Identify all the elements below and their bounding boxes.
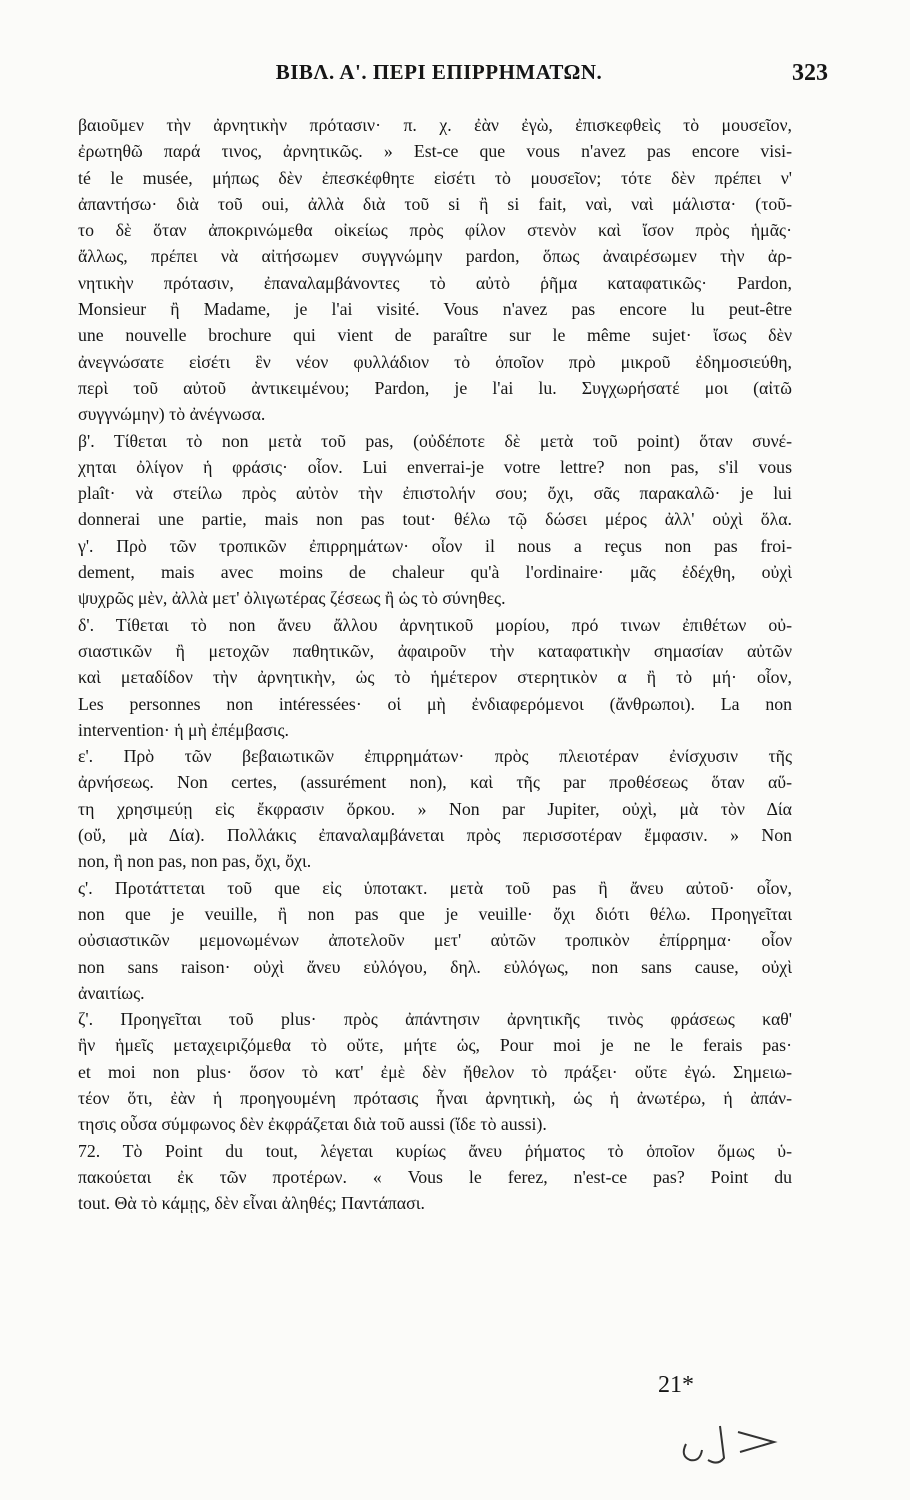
signature-mark: 21* [658, 1372, 694, 1398]
text-line: τη χρησιμεύῃ εἰς ἔκφρασιν ὅρκου. » Non par Jupiter, οὐχὶ, μὰ τὸν Δία [78, 798, 792, 819]
text-line: donnerai une partie, mais non pas tout· θέλω τῷ δώσει μέρος ἀλλ' οὐχὶ ὅλα. [78, 509, 792, 530]
text-line: συγγνώμην) τὸ ἀνέγνωσα. [78, 404, 266, 425]
text-line: ἀναιτίως. [78, 982, 145, 1003]
paragraph-b: β'. Τίθεται τὸ non μετὰ τοῦ pas, (οὐδέποτε δὲ μετὰ τοῦ point) ὅταν συνέ- [78, 430, 792, 451]
text-line: té le musée, μήπως δὲν ἐπεσκέφθητε εἰσέτι τὸ μουσεῖον; τότε δὲν πρέπει ν' [78, 167, 792, 188]
paragraph-72: 72. Τὸ Point du tout, λέγεται κυρίως ἄνευ ῥήματος τὸ ὁποῖον ὅμως ὑ- [78, 1140, 792, 1161]
text-line: ἀνεγνώσατε εἰσέτι ἓν νέον φυλλάδιον τὸ ὁποῖον πρὸ μικροῦ ἐδημοσιεύθη, [78, 351, 792, 372]
text-line: ψυχρῶς μὲν, ἀλλὰ μετ' ὀλιγωτέρας ζέσεως ἢ ὡς τὸ σύνηθες. [78, 588, 506, 609]
text-line: βαιοῦμεν τὴν ἀρνητικὴν πρότασιν· π. χ. ἐὰν ἐγὼ, ἐπισκεφθεὶς τὸ μουσεῖον, [78, 115, 792, 135]
paragraph-d: δ'. Τίθεται τὸ non ἄνευ ἄλλου ἀρνητικοῦ μορίου, πρό τινων ἐπιθέτων οὐ- [78, 614, 792, 635]
text-line: νητικὴν πρότασιν, ἐπαναλαμβάνοντες τὸ αὐτὸ ῥῆμα καταφατικῶς· Pardon, [78, 272, 792, 293]
text-line: (οὔ, μὰ Δία). Πολλάκις ἐπαναλαμβάνεται πρὸς περισσοτέραν ἔμφασιν. » Non [78, 825, 792, 846]
text-line: χηται ὀλίγον ἡ φράσις· οἷον. Lui enverrai-je votre lettre? non pas, s'il vous [78, 456, 792, 477]
text-line: τησις οὖσα σύμφωνος δὲν ἐκφράζεται διὰ τοῦ aussi (ἴδε τὸ aussi). [78, 1114, 547, 1135]
running-head: ΒΙΒΛ. Α'. ΠΕΡΙ ΕΠΙΡΡΗΜΑΤΩΝ. [275, 60, 603, 84]
text-line: dement, mais avec moins de chaleur qu'à l'ordinaire· μᾶς ἐδέχθη, οὐχὶ [78, 562, 792, 583]
paragraph-g: ζ'. Προηγεῖται τοῦ plus· πρὸς ἀπάντησιν ἀρνητικῆς τινὸς φράσεως καθ' [78, 1009, 792, 1030]
text-line: et moi non plus· ὅσον τὸ κατ' ἐμὲ δὲν ἤθελον τὸ πράξει· οὔτε ἐγώ. Σημειω- [78, 1061, 792, 1082]
text-line: non, ἢ non pas, non pas, ὄχι, ὄχι. [78, 851, 312, 872]
paragraph-c: γ'. Πρὸ τῶν τροπικῶν ἐπιρρημάτων· οἷον il nous a reçus non pas froi- [78, 535, 792, 556]
text-line: ἀρνήσεως. Non certes, (assurément non), καὶ τῆς par προθέσεως ὅταν αὕ- [78, 772, 792, 793]
text-line: ἄλλως, πρέπει νὰ αἰτήσωμεν συγγνώμην pardon, ὅπως ἀναιρέσωμεν τὴν ἀρ- [78, 246, 792, 267]
text-line: πακούεται ἐκ τῶν προτέρων. « Vous le ferez, n'est-ce pas? Point du [78, 1166, 792, 1187]
body-text [78, 112, 792, 1216]
text-line: καὶ μεταδίδον τὴν ἀρνητικὴν, ὡς τὸ ἡμέτερον στερητικὸν α ἢ τὸ μή· οἷον, [78, 667, 792, 688]
text-line: το δὲ ὅταν ἀποκρινώμεθα οἰκείως πρὸς φίλον στενὸν καὶ ἴσον πρὸς ἡμᾶς· [78, 220, 792, 241]
text-line: plaît· νὰ στείλω πρὸς αὐτὸν τὴν ἐπιστολήν σου; ὄχι, σᾶς παρακαλῶ· je lui [78, 483, 792, 504]
text-line: περὶ τοῦ αὐτοῦ ἀντικειμένου; Pardon, je l'ai lu. Συγχωρήσατέ μοι (αἰτῶ [78, 377, 792, 398]
paragraph-e: ε'. Πρὸ τῶν βεβαιωτικῶν ἐπιρρημάτων· πρὸς πλειοτέραν ἐνίσχυσιν τῆς [78, 746, 792, 767]
text-line: οὐσιαστικῶν μεμονωμένων ἀποτελοῦν μετ' αὐτῶν τροπικὸν ἐπίρρημα· οἷον [78, 930, 792, 951]
text-line: non que je veuille, ἢ non pas que je veuille· ὄχι διότι θέλω. Προηγεῖται [78, 903, 792, 924]
text-line: non sans raison· οὐχὶ ἄνευ εὐλόγου, δηλ. εὐλόγως, non sans cause, οὐχὶ [78, 956, 792, 977]
text-line: tout. Θὰ τὸ κάμῃς, δὲν εἶναι ἀληθές; Παντάπασι. [78, 1193, 425, 1214]
page-header [78, 60, 828, 92]
text-line: Monsieur ἢ Madame, je l'ai visité. Vous n'avez pas encore lu peut-être [78, 299, 792, 320]
pen-scribble-mark [678, 1408, 788, 1468]
text-line: σιαστικῶν ἢ μετοχῶν παθητικῶν, ἀφαιροῦν τὴν καταφατικὴν σημασίαν αὐτῶν [78, 640, 792, 661]
text-line: Les personnes non intéressées· οἱ μὴ ἐνδιαφερόμενοι (ἄνθρωποι). La non [78, 693, 792, 714]
text-line: une nouvelle brochure qui vient de paraître sur le même sujet· ἴσως δὲν [78, 325, 792, 346]
text-line: τέον ὅτι, ἐὰν ἡ προηγουμένη πρότασις ἦναι ἀρνητικὴ, ὡς ἡ ἀνωτέρω, ἡ ἀπάν- [78, 1087, 792, 1108]
text-line: ἣν ἡμεῖς μεταχειριζόμεθα τὸ οὔτε, μήτε ὡς, Pour moi je ne le ferais pas· [78, 1035, 792, 1056]
text-line: ἐρωτηθῶ παρά τινος, ἀρνητικῶς. » Est-ce que vous n'avez pas encore visi- [78, 141, 792, 162]
text-line: ἀπαντήσω· διὰ τοῦ oui, ἀλλὰ διὰ τοῦ si ἢ si fait, ναὶ, ναὶ μάλιστα· (τοῦ- [78, 193, 792, 214]
paragraph-f: ς'. Προτάττεται τοῦ que εἰς ὑποτακτ. μετὰ τοῦ pas ἢ ἄνευ αὐτοῦ· οἷον, [78, 877, 792, 898]
page-number: 323 [792, 60, 828, 86]
text-line: intervention· ἡ μὴ ἐπέμβασις. [78, 719, 289, 740]
